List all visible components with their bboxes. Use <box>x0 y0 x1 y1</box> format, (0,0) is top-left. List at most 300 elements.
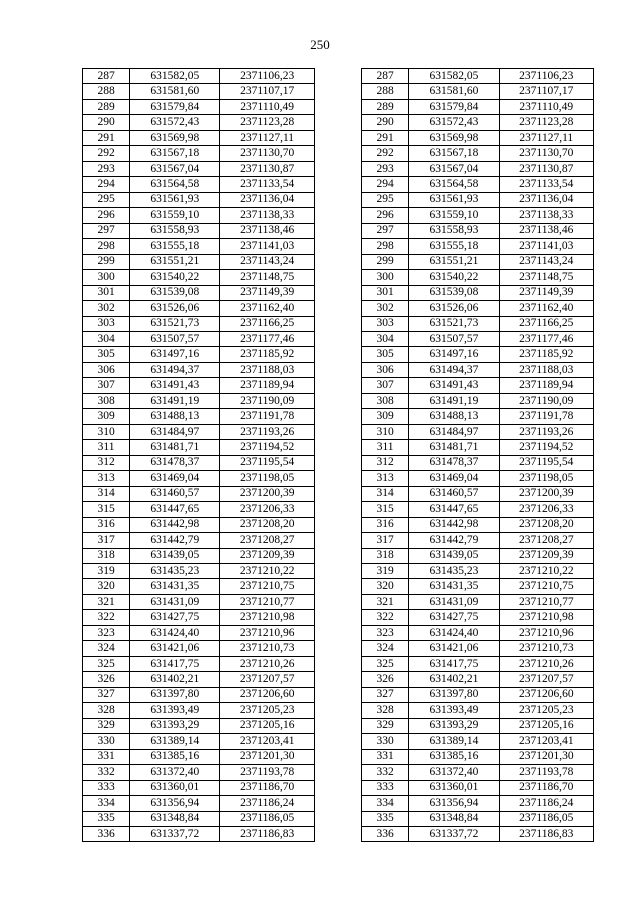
x-coordinate-cell: 631402,21 <box>409 672 499 687</box>
x-coordinate-cell: 631439,05 <box>409 548 499 563</box>
x-coordinate-cell: 631431,09 <box>130 594 220 609</box>
x-coordinate-cell: 631393,29 <box>409 718 499 733</box>
y-coordinate-cell: 2371203,41 <box>499 734 593 749</box>
column-gap <box>314 486 361 501</box>
y-coordinate-cell: 2371205,23 <box>499 703 593 718</box>
point-number-cell: 305 <box>83 347 130 362</box>
point-number-cell: 306 <box>83 362 130 377</box>
x-coordinate-cell: 631572,43 <box>409 115 499 130</box>
x-coordinate-cell: 631561,93 <box>409 192 499 207</box>
table-row <box>83 146 594 161</box>
x-coordinate-cell: 631478,37 <box>130 455 220 470</box>
y-coordinate-cell: 2371195,54 <box>220 455 314 470</box>
table-row <box>83 69 594 84</box>
y-coordinate-cell: 2371200,39 <box>220 486 314 501</box>
table-row <box>83 177 594 192</box>
column-gap <box>314 749 361 764</box>
point-number-cell: 287 <box>362 69 409 84</box>
y-coordinate-cell: 2371143,24 <box>220 254 314 269</box>
point-number-cell: 328 <box>83 703 130 718</box>
y-coordinate-cell: 2371201,30 <box>220 749 314 764</box>
x-coordinate-cell: 631581,60 <box>130 84 220 99</box>
y-coordinate-cell: 2371193,78 <box>499 765 593 780</box>
point-number-cell: 334 <box>83 796 130 811</box>
point-number-cell: 315 <box>83 502 130 517</box>
y-coordinate-cell: 2371130,70 <box>499 146 593 161</box>
coordinates-table-body <box>83 69 594 842</box>
x-coordinate-cell: 631460,57 <box>130 486 220 501</box>
table-row <box>83 223 594 238</box>
point-number-cell: 320 <box>362 579 409 594</box>
point-number-cell: 306 <box>362 362 409 377</box>
point-number-cell: 296 <box>362 208 409 223</box>
column-gap <box>314 826 361 841</box>
point-number-cell: 334 <box>362 796 409 811</box>
y-coordinate-cell: 2371193,78 <box>220 765 314 780</box>
x-coordinate-cell: 631356,94 <box>130 796 220 811</box>
point-number-cell: 310 <box>83 424 130 439</box>
y-coordinate-cell: 2371191,78 <box>499 409 593 424</box>
x-coordinate-cell: 631431,09 <box>409 594 499 609</box>
y-coordinate-cell: 2371210,98 <box>499 610 593 625</box>
y-coordinate-cell: 2371207,57 <box>499 672 593 687</box>
x-coordinate-cell: 631558,93 <box>409 223 499 238</box>
y-coordinate-cell: 2371210,98 <box>220 610 314 625</box>
x-coordinate-cell: 631494,37 <box>409 362 499 377</box>
table-row <box>83 765 594 780</box>
column-gap <box>314 239 361 254</box>
table-row <box>83 533 594 548</box>
y-coordinate-cell: 2371206,33 <box>499 502 593 517</box>
column-gap <box>314 301 361 316</box>
point-number-cell: 291 <box>362 130 409 145</box>
point-number-cell: 329 <box>362 718 409 733</box>
x-coordinate-cell: 631397,80 <box>130 687 220 702</box>
x-coordinate-cell: 631540,22 <box>409 270 499 285</box>
table-row <box>83 161 594 176</box>
point-number-cell: 331 <box>83 749 130 764</box>
x-coordinate-cell: 631481,71 <box>130 440 220 455</box>
point-number-cell: 303 <box>362 316 409 331</box>
y-coordinate-cell: 2371206,33 <box>220 502 314 517</box>
y-coordinate-cell: 2371133,54 <box>220 177 314 192</box>
y-coordinate-cell: 2371188,03 <box>499 362 593 377</box>
y-coordinate-cell: 2371186,05 <box>499 811 593 826</box>
x-coordinate-cell: 631572,43 <box>130 115 220 130</box>
table-row <box>83 672 594 687</box>
x-coordinate-cell: 631417,75 <box>130 656 220 671</box>
x-coordinate-cell: 631579,84 <box>409 99 499 114</box>
x-coordinate-cell: 631491,43 <box>409 378 499 393</box>
point-number-cell: 308 <box>83 393 130 408</box>
point-number-cell: 293 <box>83 161 130 176</box>
x-coordinate-cell: 631389,14 <box>409 734 499 749</box>
y-coordinate-cell: 2371208,20 <box>499 517 593 532</box>
point-number-cell: 327 <box>362 687 409 702</box>
column-gap <box>314 208 361 223</box>
column-gap <box>314 69 361 84</box>
x-coordinate-cell: 631582,05 <box>409 69 499 84</box>
column-gap <box>314 502 361 517</box>
point-number-cell: 321 <box>83 594 130 609</box>
point-number-cell: 302 <box>362 301 409 316</box>
column-gap <box>314 641 361 656</box>
point-number-cell: 323 <box>362 625 409 640</box>
x-coordinate-cell: 631421,06 <box>130 641 220 656</box>
table-row <box>83 564 594 579</box>
y-coordinate-cell: 2371205,16 <box>220 718 314 733</box>
y-coordinate-cell: 2371185,92 <box>499 347 593 362</box>
x-coordinate-cell: 631469,04 <box>130 471 220 486</box>
point-number-cell: 288 <box>362 84 409 99</box>
table-row <box>83 362 594 377</box>
y-coordinate-cell: 2371198,05 <box>499 471 593 486</box>
table-row <box>83 440 594 455</box>
table-row <box>83 780 594 795</box>
column-gap <box>314 316 361 331</box>
y-coordinate-cell: 2371149,39 <box>220 285 314 300</box>
x-coordinate-cell: 631526,06 <box>409 301 499 316</box>
column-gap <box>314 440 361 455</box>
y-coordinate-cell: 2371148,75 <box>220 270 314 285</box>
point-number-cell: 319 <box>83 564 130 579</box>
table-row <box>83 656 594 671</box>
x-coordinate-cell: 631427,75 <box>409 610 499 625</box>
y-coordinate-cell: 2371208,20 <box>220 517 314 532</box>
point-number-cell: 304 <box>83 331 130 346</box>
table-row <box>83 486 594 501</box>
point-number-cell: 295 <box>362 192 409 207</box>
column-gap <box>314 656 361 671</box>
point-number-cell: 325 <box>362 656 409 671</box>
x-coordinate-cell: 631348,84 <box>130 811 220 826</box>
x-coordinate-cell: 631393,29 <box>130 718 220 733</box>
y-coordinate-cell: 2371193,26 <box>499 424 593 439</box>
point-number-cell: 322 <box>83 610 130 625</box>
x-coordinate-cell: 631439,05 <box>130 548 220 563</box>
point-number-cell: 287 <box>83 69 130 84</box>
x-coordinate-cell: 631442,98 <box>130 517 220 532</box>
y-coordinate-cell: 2371210,77 <box>499 594 593 609</box>
column-gap <box>314 734 361 749</box>
point-number-cell: 305 <box>362 347 409 362</box>
point-number-cell: 294 <box>83 177 130 192</box>
y-coordinate-cell: 2371210,75 <box>220 579 314 594</box>
x-coordinate-cell: 631491,19 <box>409 393 499 408</box>
y-coordinate-cell: 2371148,75 <box>499 270 593 285</box>
x-coordinate-cell: 631539,08 <box>409 285 499 300</box>
column-gap <box>314 409 361 424</box>
table-row <box>83 641 594 656</box>
table-row <box>83 610 594 625</box>
column-gap <box>314 579 361 594</box>
x-coordinate-cell: 631581,60 <box>409 84 499 99</box>
point-number-cell: 311 <box>83 440 130 455</box>
point-number-cell: 309 <box>83 409 130 424</box>
y-coordinate-cell: 2371210,96 <box>220 625 314 640</box>
point-number-cell: 295 <box>83 192 130 207</box>
table-row <box>83 749 594 764</box>
y-coordinate-cell: 2371186,70 <box>220 780 314 795</box>
column-gap <box>314 765 361 780</box>
x-coordinate-cell: 631491,43 <box>130 378 220 393</box>
point-number-cell: 315 <box>362 502 409 517</box>
y-coordinate-cell: 2371186,70 <box>499 780 593 795</box>
x-coordinate-cell: 631360,01 <box>130 780 220 795</box>
y-coordinate-cell: 2371191,78 <box>220 409 314 424</box>
x-coordinate-cell: 631567,18 <box>130 146 220 161</box>
y-coordinate-cell: 2371205,23 <box>220 703 314 718</box>
x-coordinate-cell: 631348,84 <box>409 811 499 826</box>
x-coordinate-cell: 631558,93 <box>130 223 220 238</box>
table-row <box>83 734 594 749</box>
table-row <box>83 270 594 285</box>
column-gap <box>314 796 361 811</box>
point-number-cell: 327 <box>83 687 130 702</box>
column-gap <box>314 130 361 145</box>
y-coordinate-cell: 2371198,05 <box>220 471 314 486</box>
column-gap <box>314 564 361 579</box>
y-coordinate-cell: 2371185,92 <box>220 347 314 362</box>
table-row <box>83 192 594 207</box>
column-gap <box>314 393 361 408</box>
y-coordinate-cell: 2371186,83 <box>499 826 593 841</box>
table-row <box>83 424 594 439</box>
point-number-cell: 328 <box>362 703 409 718</box>
x-coordinate-cell: 631497,16 <box>130 347 220 362</box>
point-number-cell: 335 <box>362 811 409 826</box>
point-number-cell: 299 <box>83 254 130 269</box>
table-row <box>83 811 594 826</box>
y-coordinate-cell: 2371141,03 <box>220 239 314 254</box>
y-coordinate-cell: 2371107,17 <box>220 84 314 99</box>
y-coordinate-cell: 2371127,11 <box>499 130 593 145</box>
y-coordinate-cell: 2371186,05 <box>220 811 314 826</box>
column-gap <box>314 811 361 826</box>
table-row <box>83 594 594 609</box>
y-coordinate-cell: 2371200,39 <box>499 486 593 501</box>
point-number-cell: 296 <box>83 208 130 223</box>
y-coordinate-cell: 2371210,77 <box>220 594 314 609</box>
x-coordinate-cell: 631526,06 <box>130 301 220 316</box>
table-row <box>83 517 594 532</box>
x-coordinate-cell: 631551,21 <box>409 254 499 269</box>
column-gap <box>314 362 361 377</box>
point-number-cell: 297 <box>83 223 130 238</box>
table-row <box>83 826 594 841</box>
column-gap <box>314 285 361 300</box>
x-coordinate-cell: 631569,98 <box>130 130 220 145</box>
y-coordinate-cell: 2371177,46 <box>499 331 593 346</box>
x-coordinate-cell: 631484,97 <box>130 424 220 439</box>
y-coordinate-cell: 2371194,52 <box>220 440 314 455</box>
x-coordinate-cell: 631507,57 <box>130 331 220 346</box>
table-row <box>83 115 594 130</box>
y-coordinate-cell: 2371210,26 <box>499 656 593 671</box>
y-coordinate-cell: 2371205,16 <box>499 718 593 733</box>
column-gap <box>314 455 361 470</box>
point-number-cell: 309 <box>362 409 409 424</box>
y-coordinate-cell: 2371130,87 <box>499 161 593 176</box>
table-row <box>83 347 594 362</box>
x-coordinate-cell: 631431,35 <box>409 579 499 594</box>
point-number-cell: 314 <box>362 486 409 501</box>
table-row <box>83 579 594 594</box>
point-number-cell: 307 <box>362 378 409 393</box>
y-coordinate-cell: 2371177,46 <box>220 331 314 346</box>
point-number-cell: 314 <box>83 486 130 501</box>
y-coordinate-cell: 2371210,22 <box>499 564 593 579</box>
column-gap <box>314 146 361 161</box>
table-row <box>83 99 594 114</box>
column-gap <box>314 347 361 362</box>
point-number-cell: 322 <box>362 610 409 625</box>
point-number-cell: 330 <box>83 734 130 749</box>
column-gap <box>314 99 361 114</box>
point-number-cell: 317 <box>83 533 130 548</box>
y-coordinate-cell: 2371189,94 <box>499 378 593 393</box>
point-number-cell: 301 <box>362 285 409 300</box>
x-coordinate-cell: 631385,16 <box>409 749 499 764</box>
x-coordinate-cell: 631555,18 <box>409 239 499 254</box>
point-number-cell: 297 <box>362 223 409 238</box>
y-coordinate-cell: 2371141,03 <box>499 239 593 254</box>
y-coordinate-cell: 2371123,28 <box>499 115 593 130</box>
y-coordinate-cell: 2371149,39 <box>499 285 593 300</box>
point-number-cell: 326 <box>83 672 130 687</box>
table-row <box>83 84 594 99</box>
column-gap <box>314 223 361 238</box>
table-row <box>83 718 594 733</box>
column-gap <box>314 254 361 269</box>
x-coordinate-cell: 631424,40 <box>130 625 220 640</box>
y-coordinate-cell: 2371130,87 <box>220 161 314 176</box>
y-coordinate-cell: 2371206,60 <box>499 687 593 702</box>
point-number-cell: 293 <box>362 161 409 176</box>
x-coordinate-cell: 631551,21 <box>130 254 220 269</box>
point-number-cell: 318 <box>362 548 409 563</box>
y-coordinate-cell: 2371162,40 <box>220 301 314 316</box>
y-coordinate-cell: 2371190,09 <box>499 393 593 408</box>
y-coordinate-cell: 2371208,27 <box>499 533 593 548</box>
point-number-cell: 298 <box>362 239 409 254</box>
y-coordinate-cell: 2371136,04 <box>220 192 314 207</box>
table-row <box>83 378 594 393</box>
point-number-cell: 318 <box>83 548 130 563</box>
table-row <box>83 254 594 269</box>
x-coordinate-cell: 631421,06 <box>409 641 499 656</box>
point-number-cell: 313 <box>83 471 130 486</box>
table-row <box>83 687 594 702</box>
point-number-cell: 300 <box>362 270 409 285</box>
x-coordinate-cell: 631491,19 <box>130 393 220 408</box>
point-number-cell: 320 <box>83 579 130 594</box>
point-number-cell: 319 <box>362 564 409 579</box>
x-coordinate-cell: 631460,57 <box>409 486 499 501</box>
table-row <box>83 393 594 408</box>
column-gap <box>314 517 361 532</box>
y-coordinate-cell: 2371130,70 <box>220 146 314 161</box>
x-coordinate-cell: 631397,80 <box>409 687 499 702</box>
x-coordinate-cell: 631567,18 <box>409 146 499 161</box>
y-coordinate-cell: 2371133,54 <box>499 177 593 192</box>
table-row <box>83 239 594 254</box>
point-number-cell: 288 <box>83 84 130 99</box>
point-number-cell: 312 <box>362 455 409 470</box>
point-number-cell: 294 <box>362 177 409 192</box>
y-coordinate-cell: 2371209,39 <box>499 548 593 563</box>
table-row <box>83 502 594 517</box>
y-coordinate-cell: 2371166,25 <box>499 316 593 331</box>
x-coordinate-cell: 631540,22 <box>130 270 220 285</box>
y-coordinate-cell: 2371207,57 <box>220 672 314 687</box>
point-number-cell: 324 <box>362 641 409 656</box>
x-coordinate-cell: 631356,94 <box>409 796 499 811</box>
x-coordinate-cell: 631442,98 <box>409 517 499 532</box>
x-coordinate-cell: 631402,21 <box>130 672 220 687</box>
y-coordinate-cell: 2371210,22 <box>220 564 314 579</box>
point-number-cell: 304 <box>362 331 409 346</box>
x-coordinate-cell: 631582,05 <box>130 69 220 84</box>
column-gap <box>314 192 361 207</box>
x-coordinate-cell: 631424,40 <box>409 625 499 640</box>
y-coordinate-cell: 2371210,75 <box>499 579 593 594</box>
column-gap <box>314 115 361 130</box>
point-number-cell: 301 <box>83 285 130 300</box>
x-coordinate-cell: 631337,72 <box>409 826 499 841</box>
point-number-cell: 290 <box>362 115 409 130</box>
point-number-cell: 316 <box>362 517 409 532</box>
x-coordinate-cell: 631360,01 <box>409 780 499 795</box>
point-number-cell: 321 <box>362 594 409 609</box>
column-gap <box>314 625 361 640</box>
x-coordinate-cell: 631442,79 <box>409 533 499 548</box>
column-gap <box>314 424 361 439</box>
y-coordinate-cell: 2371166,25 <box>220 316 314 331</box>
y-coordinate-cell: 2371110,49 <box>499 99 593 114</box>
y-coordinate-cell: 2371203,41 <box>220 734 314 749</box>
y-coordinate-cell: 2371106,23 <box>220 69 314 84</box>
x-coordinate-cell: 631521,73 <box>130 316 220 331</box>
table-row <box>83 703 594 718</box>
x-coordinate-cell: 631488,13 <box>409 409 499 424</box>
column-gap <box>314 270 361 285</box>
point-number-cell: 303 <box>83 316 130 331</box>
table-row <box>83 409 594 424</box>
y-coordinate-cell: 2371189,94 <box>220 378 314 393</box>
column-gap <box>314 533 361 548</box>
x-coordinate-cell: 631442,79 <box>130 533 220 548</box>
y-coordinate-cell: 2371206,60 <box>220 687 314 702</box>
point-number-cell: 299 <box>362 254 409 269</box>
column-gap <box>314 84 361 99</box>
x-coordinate-cell: 631372,40 <box>130 765 220 780</box>
x-coordinate-cell: 631559,10 <box>409 208 499 223</box>
point-number-cell: 291 <box>83 130 130 145</box>
point-number-cell: 307 <box>83 378 130 393</box>
table-row <box>83 455 594 470</box>
x-coordinate-cell: 631481,71 <box>409 440 499 455</box>
x-coordinate-cell: 631431,35 <box>130 579 220 594</box>
column-gap <box>314 718 361 733</box>
point-number-cell: 302 <box>83 301 130 316</box>
point-number-cell: 326 <box>362 672 409 687</box>
column-gap <box>314 331 361 346</box>
table-row <box>83 130 594 145</box>
x-coordinate-cell: 631567,04 <box>409 161 499 176</box>
x-coordinate-cell: 631507,57 <box>409 331 499 346</box>
x-coordinate-cell: 631337,72 <box>130 826 220 841</box>
